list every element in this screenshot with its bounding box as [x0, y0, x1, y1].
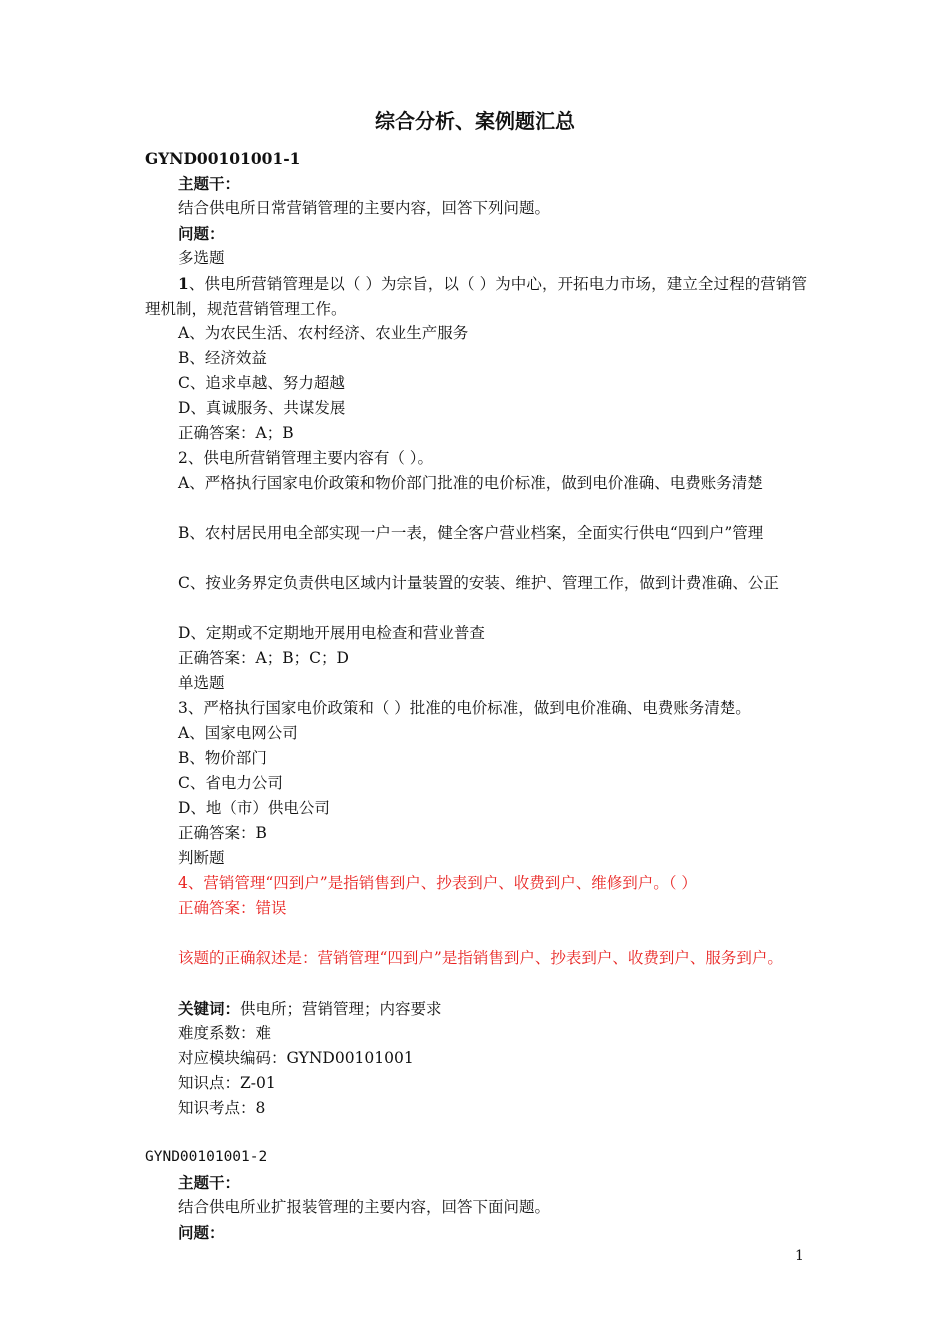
question-item-4: 4、营销管理“四到户”是指销售到户、抄表到户、收费到户、维修到户。（ ） [178, 874, 697, 892]
page-title: 综合分析、案例题汇总 [375, 109, 575, 133]
option-2c: C、按业务界定负责供电区域内计量装置的安装、维护、管理工作，做到计费准确、公正 [178, 574, 779, 592]
option-3b: B、物价部门 [178, 749, 267, 767]
exam-point: 知识考点：8 [178, 1099, 266, 1117]
section-label-judge: 判断题 [178, 849, 225, 867]
option-3a: A、国家电网公司 [178, 724, 298, 742]
option-3c: C、省电力公司 [178, 774, 283, 792]
difficulty: 难度系数：难 [178, 1024, 272, 1042]
option-1d: D、真诚服务、共谋发展 [178, 399, 346, 417]
answer-3: 正确答案：B [178, 824, 267, 842]
option-1a: A、为农民生活、农村经济、农业生产服务 [178, 324, 469, 342]
stem-label: 主题干： [178, 174, 241, 193]
option-3d: D、地（市）供电公司 [178, 799, 330, 817]
option-2d: D、定期或不定期地开展用电检查和营业普查 [178, 624, 485, 642]
section-label-single: 单选题 [178, 674, 225, 692]
stem-text: 结合供电所日常营销管理的主要内容，回答下列问题。 [178, 199, 551, 217]
section-label-multi: 多选题 [178, 249, 225, 267]
module-code: 对应模块编码：GYND00101001 [178, 1049, 414, 1067]
question-label: 问题： [178, 224, 225, 243]
question-label-2: 问题： [178, 1223, 225, 1242]
item-number: 1 [178, 274, 189, 293]
keywords-value: 供电所；营销管理；内容要求 [240, 1000, 442, 1018]
question-item-2: 2、供电所营销管理主要内容有（ ）。 [178, 449, 434, 467]
knowledge-point: 知识点：Z-01 [178, 1074, 276, 1092]
page-number: 1 [795, 1248, 804, 1264]
question-item-1 [145, 271, 807, 322]
explanation-4: 该题的正确叙述是：营销管理“四到户”是指销售到户、抄表到户、收费到户、服务到户。 [178, 949, 783, 967]
keywords-label: 关键词： [178, 999, 241, 1018]
option-2a: A、严格执行国家电价政策和物价部门批准的电价标准，做到电价准确、电费账务清楚 [178, 474, 763, 492]
question-code-2: GYND00101001-2 [145, 1149, 268, 1165]
keywords-line [178, 996, 442, 1022]
item-text: 、供电所营销管理是以（ ）为宗旨，以（ ）为中心，开拓电力市场，建立全过程的营销管理机制，规范营销管理工作。 [145, 275, 807, 318]
stem-text-2: 结合供电所业扩报装管理的主要内容，回答下面问题。 [178, 1198, 551, 1216]
option-2b: B、农村居民用电全部实现一户一表，健全客户营业档案，全面实行供电“四到户”管理 [178, 524, 764, 542]
option-1c: C、追求卓越、努力超越 [178, 374, 345, 392]
answer-4: 正确答案：错误 [178, 899, 287, 917]
answer-1: 正确答案：A；B [178, 424, 294, 442]
stem-label-2: 主题干： [178, 1173, 241, 1192]
question-item-3: 3、严格执行国家电价政策和（ ）批准的电价标准，做到电价准确、电费账务清楚。 [178, 699, 751, 717]
option-1b: B、经济效益 [178, 349, 267, 367]
question-code: GYND00101001-1 [145, 149, 301, 168]
answer-2: 正确答案：A；B；C；D [178, 649, 349, 667]
